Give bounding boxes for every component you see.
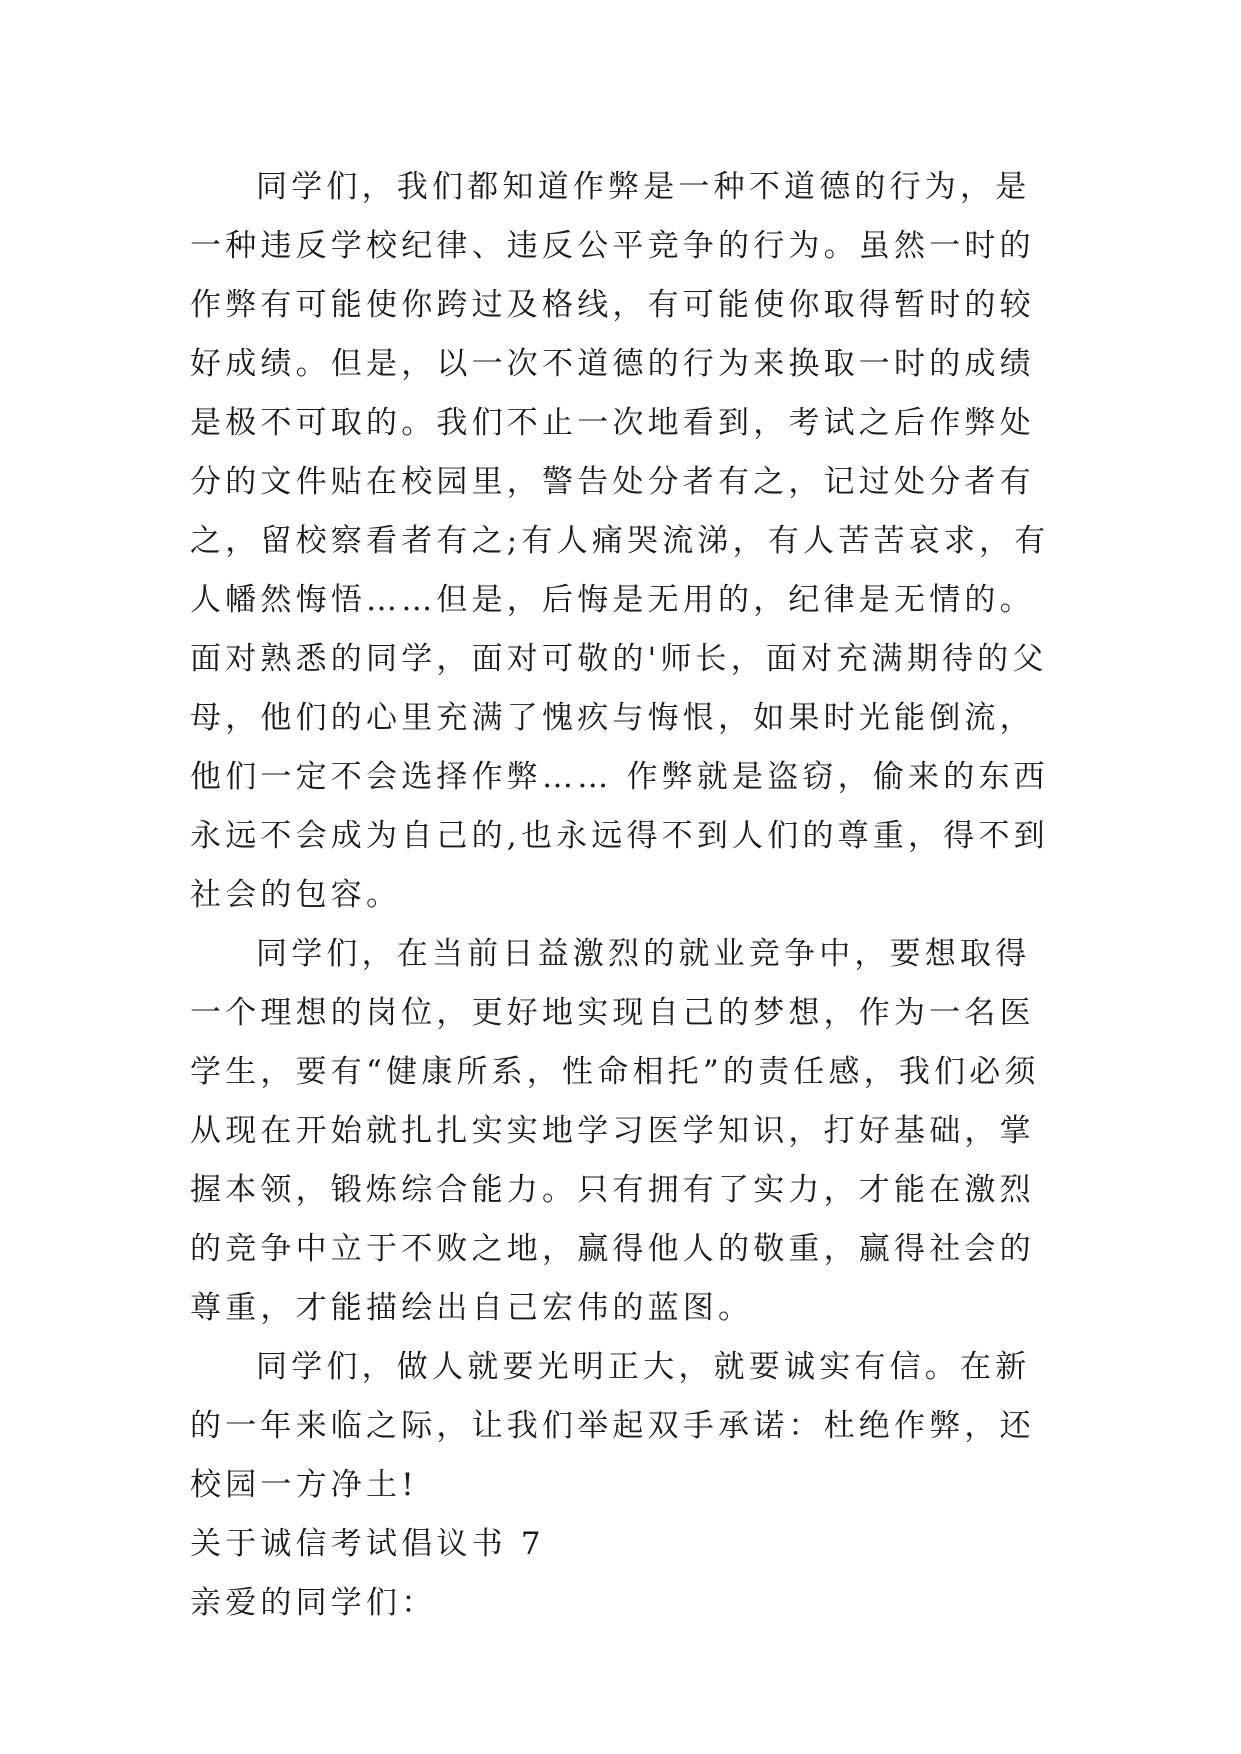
section-title: 关于诚信考试倡议书 7 — [190, 1526, 545, 1562]
paragraph-2: 同学们，在当前日益激烈的就业竞争中，要想取得一个理想的岗位，更好地实现自己的梦想，作为一名医学生，要有“健康所系，性命相托”的责任感，我们必须从现在开始就扎扎实实地学习医学知识，打好基础，掌握本领，锻炼综合能力。只有拥有了实力，才能在激烈的竞争中立于不败之地，赢得他人的敬重，赢得社会的尊重，才能描绘出自己宏伟的蓝图。 — [190, 936, 1040, 1326]
salutation: 亲爱的同学们： — [190, 1585, 437, 1621]
paragraph-3: 同学们，做人就要光明正大，就要诚实有信。在新的一年来临之际，让我们举起双手承诺：杜绝作弊，还校园一方净土! — [190, 1349, 1035, 1503]
document-body — [190, 158, 1050, 1633]
paragraph-1: 同学们，我们都知道作弊是一种不道德的行为，是一种违反学校纪律、违反公平竞争的行为。虽然一时的作弊有可能使你跨过及格线，有可能使你取得暂时的较好成绩。但是，以一次不道德的行为来换取一时的成绩是极不可取的。我们不止一次地看到，考试之后作弊处分的文件贴在校园里，警告处分者有之，记过处分者有之，留校察看者有之;有人痛哭流涕，有人苦苦哀求，有人幡然悔悟……但是，后悔是无用的，纪律是无情的。面对熟悉的同学，面对可敬的'师长，面对充满期待的父母，他们的心里充满了愧疚与悔恨，如果时光能倒流，他们一定不会选择作弊…… 作弊就是盗窃，偷来的东西永远不会成为自己的,也永远得不到人们的尊重，得不到社会的包容。 — [190, 169, 1050, 913]
